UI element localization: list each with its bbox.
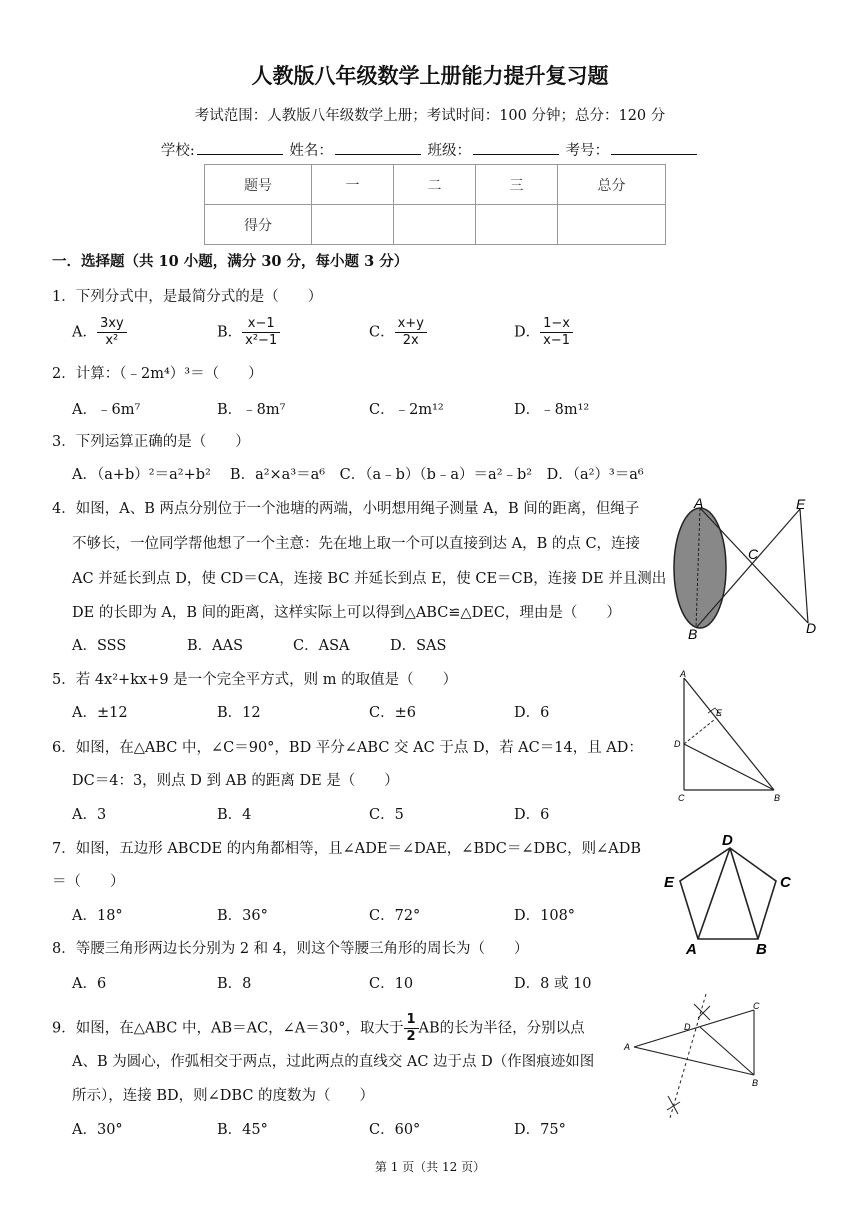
option-label: B． bbox=[217, 324, 243, 341]
q6-option-a[interactable]: A．3 bbox=[72, 807, 107, 823]
segment-ab bbox=[634, 1047, 754, 1075]
fraction bbox=[540, 316, 573, 349]
fig-label-b: B bbox=[756, 941, 767, 958]
q9-text-b: AB的长为半径，分别以点 bbox=[418, 1020, 585, 1037]
score-input-cell[interactable] bbox=[394, 205, 476, 245]
score-input-cell[interactable] bbox=[476, 205, 558, 245]
q2-option-d[interactable]: D．﹣8m¹² bbox=[514, 402, 590, 418]
q3-options[interactable]: A．（a+b）²＝a²+b² B．a²×a³＝a⁶ C．（a﹣b）（b﹣a）＝a²﹣b² D．（a²）³＝a⁶ bbox=[72, 467, 644, 483]
score-cell: 总分 bbox=[558, 165, 666, 205]
q9-option-a[interactable]: A．30° bbox=[72, 1122, 123, 1138]
q1-option-c[interactable] bbox=[369, 316, 427, 349]
question-4-line: 不够长，一位同学帮他想了一个主意：先在地上取一个可以直接到达 A，B 的点 C，连接 bbox=[72, 536, 641, 552]
fig-label-a: A bbox=[694, 495, 704, 511]
q4-option-b[interactable]: B．AAS bbox=[187, 638, 244, 654]
q6-option-b[interactable]: B．4 bbox=[217, 807, 252, 823]
segment-bd bbox=[700, 1027, 754, 1075]
q2-option-c[interactable]: C．﹣2m¹² bbox=[369, 402, 444, 418]
question-5-stem: 5．若 4x²+kx+9 是一个完全平方式，则 m 的取值是（ ） bbox=[52, 672, 458, 688]
q8-option-c[interactable]: C．10 bbox=[369, 976, 414, 992]
score-cell: 题号 bbox=[205, 165, 312, 205]
name-blank[interactable] bbox=[335, 140, 421, 155]
segment-ab bbox=[684, 678, 774, 790]
q4-option-a[interactable]: A．SSS bbox=[72, 638, 127, 654]
question-6-line: 6．如图，在△ABC 中，∠C＝90°，BD 平分∠ABC 交 AC 于点 D，若 AC＝14，且 AD： bbox=[52, 740, 643, 756]
q7-figure bbox=[658, 826, 808, 960]
fig-label-b: B bbox=[774, 793, 781, 803]
score-table-score-row bbox=[205, 205, 666, 245]
q1-option-b[interactable] bbox=[217, 316, 280, 349]
fig-label-a: A bbox=[624, 1042, 631, 1052]
pond-shape bbox=[674, 508, 726, 628]
score-cell: 一 bbox=[312, 165, 394, 205]
fig-label-c: C bbox=[748, 546, 759, 562]
fig-label-d: D bbox=[806, 620, 817, 636]
score-input-cell[interactable] bbox=[558, 205, 666, 245]
q6-option-d[interactable]: D．6 bbox=[514, 807, 550, 823]
segment-bd bbox=[684, 744, 774, 790]
q9-text-a: 9．如图，在△ABC 中，AB＝AC，∠A＝30°，取大于 bbox=[52, 1020, 404, 1037]
question-4-line: 4．如图，A、B 两点分别位于一个池塘的两端，小明想用绳子测量 A，B 间的距离，但绳子 bbox=[52, 501, 640, 517]
fig-label-b: B bbox=[688, 626, 698, 640]
q8-option-d[interactable]: D．8 或 10 bbox=[514, 976, 592, 992]
numerator: 3xy bbox=[97, 316, 127, 333]
school-blank[interactable] bbox=[197, 140, 283, 155]
numerator: 1 bbox=[404, 1012, 419, 1029]
segment-da bbox=[698, 848, 730, 939]
fig-label-a: A bbox=[680, 669, 687, 679]
q9-option-c[interactable]: C．60° bbox=[369, 1122, 421, 1138]
q4-option-d[interactable]: D．SAS bbox=[390, 638, 447, 654]
q7-option-a[interactable]: A．18° bbox=[72, 908, 123, 924]
fig-label-e: E bbox=[716, 708, 723, 718]
fraction bbox=[97, 316, 127, 349]
fig-label-a: A bbox=[686, 941, 697, 958]
fig-label-e: E bbox=[664, 874, 675, 891]
q2-option-b[interactable]: B．﹣8m⁷ bbox=[217, 402, 286, 418]
fraction-half bbox=[404, 1012, 419, 1045]
fig-label-d: D bbox=[722, 832, 733, 849]
field-name-label: 姓名： bbox=[289, 143, 333, 159]
option-label: D． bbox=[514, 324, 541, 341]
q7-option-c[interactable]: C．72° bbox=[369, 908, 421, 924]
question-7-line: ＝（ ） bbox=[52, 874, 125, 890]
q4-figure bbox=[668, 495, 830, 640]
fig-label-c: C bbox=[780, 874, 791, 891]
q9-option-b[interactable]: B．45° bbox=[217, 1122, 268, 1138]
question-3-stem: 3．下列运算正确的是（ ） bbox=[52, 434, 250, 450]
q2-option-a[interactable]: A．﹣6m⁷ bbox=[72, 402, 141, 418]
question-1-stem: 1．下列分式中，是最简分式的是（ ） bbox=[52, 289, 323, 305]
perpendicular-bisector bbox=[670, 994, 706, 1118]
score-table-header-row bbox=[205, 165, 666, 205]
segment-ac bbox=[634, 1010, 754, 1047]
denominator: 2 bbox=[406, 1029, 416, 1044]
section-heading: 一．选择题（共 10 小题，满分 30 分，每小题 3 分） bbox=[52, 253, 409, 270]
page-title: 人教版八年级数学上册能力提升复习题 bbox=[251, 63, 609, 88]
q4-option-c[interactable]: C．ASA bbox=[293, 638, 350, 654]
question-9-line: 所示），连接 BD，则∠DBC 的度数为（ ） bbox=[72, 1088, 375, 1104]
fig-label-d: D bbox=[674, 739, 681, 749]
field-school-label: 学校: bbox=[160, 143, 195, 159]
score-table bbox=[204, 164, 666, 245]
fig-label-c: C bbox=[753, 1001, 760, 1011]
question-9-line bbox=[52, 1012, 585, 1045]
q1-option-a[interactable] bbox=[72, 316, 127, 349]
fig-label-b: B bbox=[752, 1078, 759, 1088]
question-4-line: DE 的长即为 A，B 间的距离，这样实际上可以得到△ABC≌△DEC，理由是（ ） bbox=[72, 605, 621, 621]
fraction bbox=[395, 316, 427, 349]
numerator: 1−x bbox=[540, 316, 573, 333]
exam-info: 考试范围：人教版八年级数学上册；考试时间：100 分钟；总分：120 分 bbox=[194, 108, 666, 124]
option-label: C． bbox=[369, 324, 395, 341]
question-9-line: A、B 为圆心，作弧相交于两点，过此两点的直线交 AC 边于点 D（作图痕迹如图 bbox=[72, 1054, 595, 1070]
q7-option-b[interactable]: B．36° bbox=[217, 908, 268, 924]
id-blank[interactable] bbox=[611, 140, 697, 155]
field-id-label: 考号： bbox=[565, 143, 610, 159]
numerator: x+y bbox=[395, 316, 427, 333]
denominator: 2x bbox=[402, 333, 419, 348]
segment-ed bbox=[800, 509, 808, 623]
score-cell: 得分 bbox=[205, 205, 312, 245]
q9-option-d[interactable]: D．75° bbox=[514, 1122, 566, 1138]
segment-db bbox=[730, 848, 758, 939]
denominator: x−1 bbox=[543, 333, 570, 348]
question-7-line: 7．如图，五边形 ABCDE 的内角都相等，且∠ADE＝∠DAE，∠BDC＝∠DBC，则∠ADB bbox=[52, 841, 642, 857]
fraction bbox=[242, 316, 280, 349]
denominator: x²−1 bbox=[245, 333, 278, 348]
field-class-label: 班级： bbox=[427, 143, 471, 159]
student-fields bbox=[0, 139, 860, 160]
q1-option-d[interactable] bbox=[514, 316, 573, 349]
score-cell: 二 bbox=[394, 165, 476, 205]
score-cell: 三 bbox=[476, 165, 558, 205]
question-4-line: AC 并延长到点 D，使 CD＝CA，连接 BC 并延长到点 E，使 CE＝CB，连接 DE 并且测出 bbox=[72, 571, 667, 587]
q8-option-a[interactable]: A．6 bbox=[72, 976, 107, 992]
fig-label-c: C bbox=[678, 793, 685, 803]
denominator: x² bbox=[105, 333, 119, 348]
q6-option-c[interactable]: C．5 bbox=[369, 807, 404, 823]
q7-option-d[interactable]: D．108° bbox=[514, 908, 576, 924]
q9-figure bbox=[620, 990, 780, 1122]
q5-option-c[interactable]: C．±6 bbox=[369, 705, 416, 721]
q5-option-d[interactable]: D．6 bbox=[514, 705, 550, 721]
arc-mark-bottom bbox=[667, 1096, 680, 1114]
question-8-stem: 8．等腰三角形两边长分别为 2 和 4，则这个等腰三角形的周长为（ ） bbox=[52, 941, 529, 957]
q5-option-a[interactable]: A．±12 bbox=[72, 705, 128, 721]
q8-option-b[interactable]: B．8 bbox=[217, 976, 252, 992]
segment-de bbox=[684, 720, 714, 744]
option-label: A． bbox=[72, 324, 97, 341]
page-footer: 第 1 页（共 12 页） bbox=[374, 1160, 486, 1174]
question-6-line: DC＝4：3，则点 D 到 AB 的距离 DE 是（ ） bbox=[72, 773, 399, 789]
fig-label-e: E bbox=[796, 496, 806, 512]
question-2-stem: 2．计算：（﹣2m⁴）³＝（ ） bbox=[52, 366, 263, 382]
pentagon bbox=[680, 848, 776, 939]
q5-option-b[interactable]: B．12 bbox=[217, 705, 261, 721]
class-blank[interactable] bbox=[473, 140, 559, 155]
numerator: x−1 bbox=[242, 316, 280, 333]
q6-figure bbox=[670, 668, 790, 806]
fig-label-d: D bbox=[684, 1022, 691, 1032]
score-input-cell[interactable] bbox=[312, 205, 394, 245]
